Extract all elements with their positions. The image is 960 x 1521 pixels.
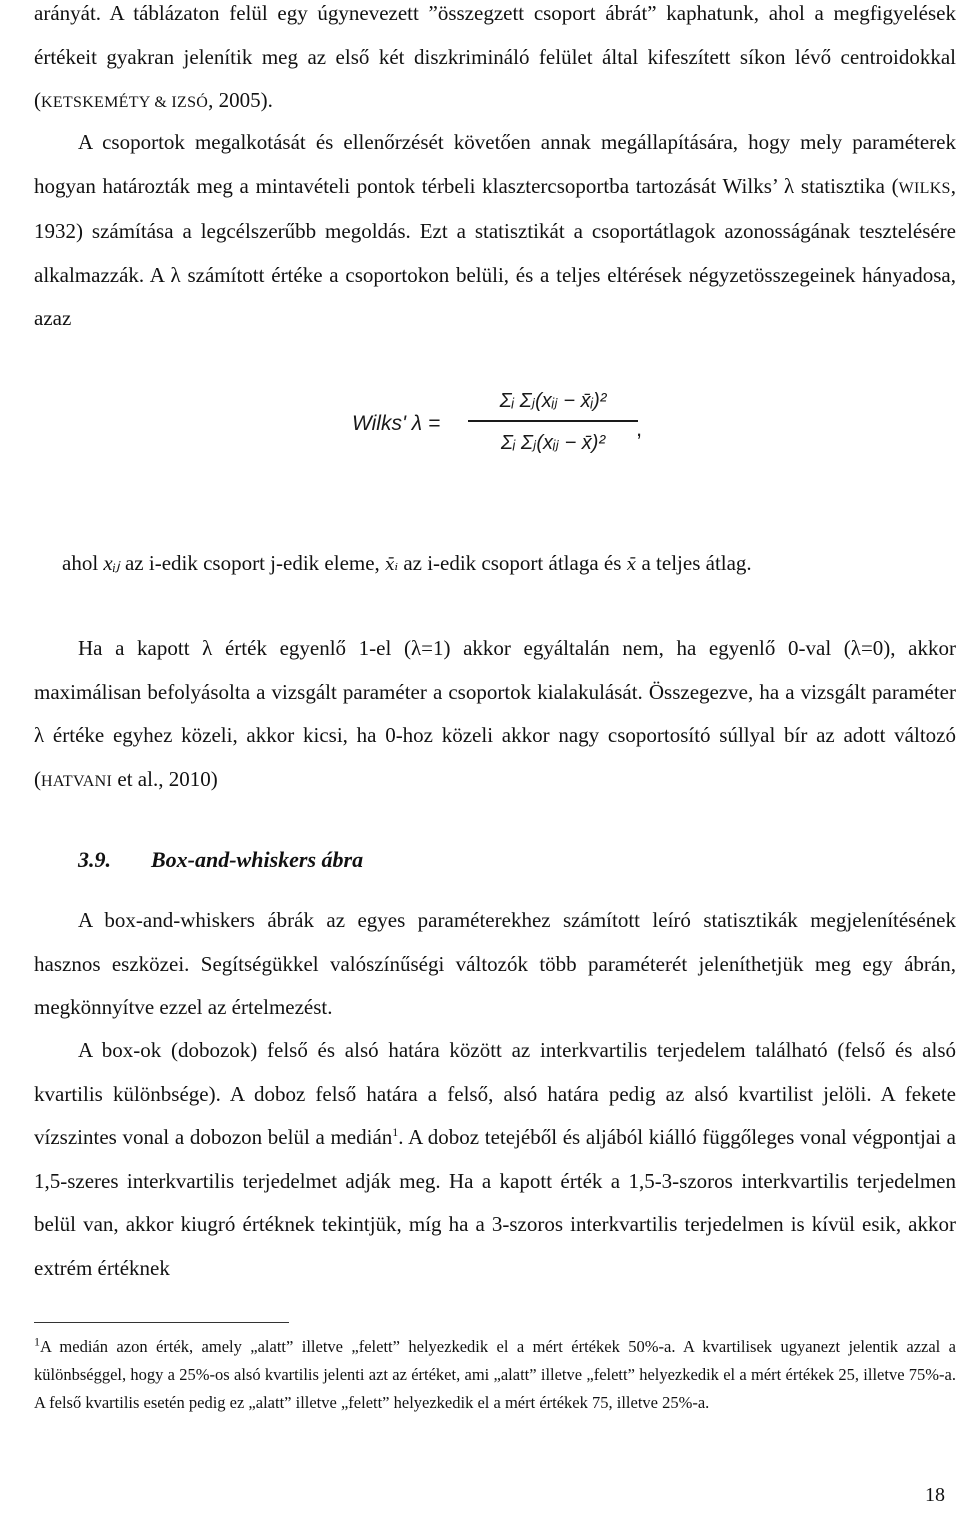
paragraph-text: , 1932) számítása a legcélszerűbb megoldás. Ezt a statisztikát a csoportátlagok azonosságának tesztelésére alkalmazzák. A λ számított értéke a csoportokon belüli, és a teljes eltérések négyzetösszegeinek hányadosa, azaz xyxy=(34,173,956,330)
var-xi-mean: x̄ᵢ xyxy=(385,555,399,575)
paragraph-lambda-interpretation xyxy=(34,627,956,803)
paragraph-text: arányát. A táblázaton felül egy úgynevezett ”összegzett csoport ábrát” kaphatunk, ahol a megfigyelések értékeit gyakran jelenítik meg az első két diszkrimináló felület által kifeszített síkon lévő centroidokkal ( xyxy=(34,1,956,112)
formula-denominator: Σᵢ Σⱼ(xᵢⱼ − x̄)² xyxy=(500,432,606,454)
paragraph-wilks xyxy=(34,121,956,341)
section-title: Box-and-whiskers ábra xyxy=(151,847,364,872)
paragraph-text: A box-ok (dobozok) felső és alsó határa között az interkvartilis terjedelem található (felső és alsó kvartilis különbsége). A doboz felső határa a felső, alsó határa pedig az alsó kvartilist jelöli. A fekete vízszintes vonal a dobozon belül a medián xyxy=(34,1038,956,1149)
paragraph-centroid xyxy=(34,0,956,125)
var-xij: xᵢⱼ xyxy=(103,551,120,575)
wilks-lambda-formula xyxy=(352,380,652,470)
section-number: 3.9. xyxy=(78,847,111,872)
footnote-marker: 1 xyxy=(34,1334,40,1349)
formula-explanation xyxy=(62,542,952,588)
paragraph-box-intro: A box-and-whiskers ábrák az egyes paraméterekhez számított leíró statisztikák megjelenítésének hasznos eszközei. Segítségükkel valószínűségi változók több paraméterét jeleníthetjük meg egy ábrán, megkönnyítve ezzel az értelmezést. xyxy=(34,908,956,1019)
footnote-reference[interactable]: 1 xyxy=(392,1125,399,1139)
citation-year: , 2005). xyxy=(208,88,273,112)
paragraph-text: A csoportok megalkotását és ellenőrzését követően annak megállapítására, hogy mely paraméterek hogyan határozták meg a mintavételi pontok térbeli klasztercsoportba tartozását Wilks’ λ statisztika ( xyxy=(34,130,956,198)
var-x-mean: x̄ xyxy=(626,555,637,575)
fraction-bar xyxy=(468,420,638,422)
formula-lhs: Wilks' λ = xyxy=(352,412,441,435)
formula-comma: , xyxy=(636,416,643,441)
citation-author: WILKS xyxy=(898,179,951,197)
paragraph-text: Ha a kapott λ érték egyenlő 1-el (λ=1) akkor egyáltalán nem, ha egyenlő 0-val (λ=0), akkor maximálisan befolyásolta a vizsgált paraméter a csoportok kialakulását. Összegezve, ha a vizsgált paraméter λ értéke egyhez közeli, akkor kicsi, ha 0-hoz közeli akkor nagy csoportosító súllyal bír az adott változó ( xyxy=(34,636,956,791)
explanation-text: ahol xyxy=(62,551,104,575)
paragraph-box-details xyxy=(34,1029,956,1290)
footnote-separator xyxy=(34,1322,289,1323)
footnote xyxy=(34,1333,956,1417)
explanation-text: az i-edik csoport átlaga és xyxy=(398,551,627,575)
citation-author: KETSKEMÉTY & IZSÓ xyxy=(41,94,209,111)
explanation-text: az i-edik csoport j-edik eleme, xyxy=(119,551,386,575)
formula-fraction xyxy=(468,386,638,458)
paragraph-text: . A doboz tetejéből és aljából kiálló függőleges vonal végpontjai a 1,5-szeres interkvartilis terjedelmet adják meg. Ha a kapott érték a 1,5-3-szoros interkvartilis terjedelmen belül van, akkor kiugró értéknek tekintjük, míg ha a 3-szoros interkvartilis terjedelmen is kívül esik, akkor extrém értéknek xyxy=(34,1125,956,1280)
paragraph-text: et al., 2010) xyxy=(112,766,218,791)
section-heading xyxy=(78,847,363,873)
page-number: 18 xyxy=(925,1484,945,1506)
formula-numerator: Σᵢ Σⱼ(xᵢⱼ − x̄ᵢ)² xyxy=(499,390,607,412)
footnote-text: A medián azon érték, amely „alatt” illetve „felett” helyezkedik el a mért értékek 50%-a. A kvartilisek ugyanezt jelentik azzal a különbséggel, hogy a 25%-os alsó kvartilis jelenti azt az értéket, ami „alatt” illetve „felett” helyezkedik el a mért értékek 25, illetve 75%-a. A felső kvartilis esetén pedig ez „alatt” illetve „felett” helyezkedik el a mért értékek 75, illetve 25%-a. xyxy=(34,1337,956,1412)
explanation-text: a teljes átlag. xyxy=(636,551,752,575)
citation-author: HATVANI xyxy=(41,772,113,790)
